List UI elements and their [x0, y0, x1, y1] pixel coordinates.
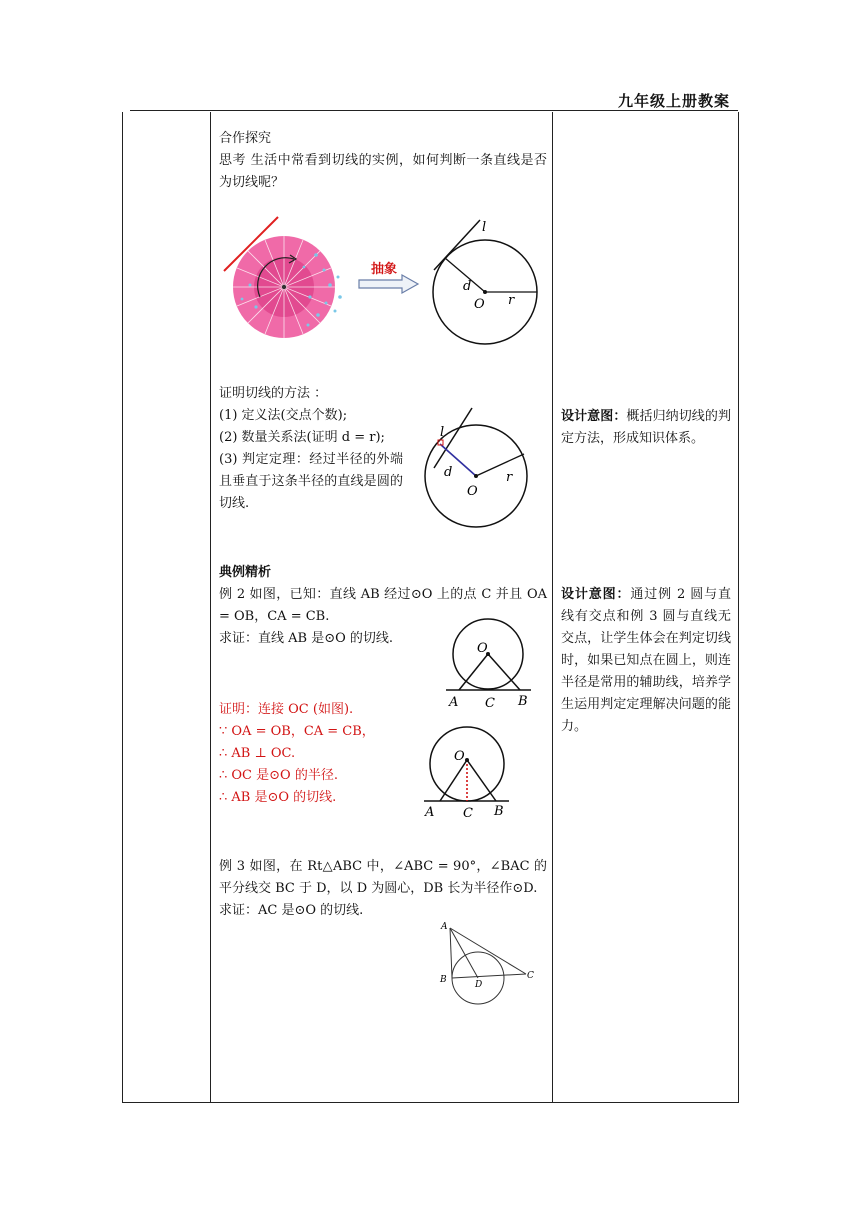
label-r: r	[506, 470, 513, 485]
label-B: B	[494, 804, 504, 819]
right-arrow-icon	[358, 274, 420, 294]
proof-line: ∴ OC 是⊙O 的半径.	[219, 768, 338, 783]
method-2: (2) 数量关系法(证明 d = r);	[219, 430, 385, 445]
label-O: O	[474, 297, 485, 312]
proof-line: 证明：连接 OC (如图).	[219, 702, 354, 717]
page-header-title: 九年级上册教案	[617, 92, 730, 110]
explore-heading: 合作探究	[219, 131, 272, 146]
label-d: d	[444, 465, 453, 480]
label-d: d	[463, 279, 472, 294]
methods-block	[219, 383, 403, 515]
abstract-label: 抽象	[371, 262, 398, 277]
proof-line: ∴ AB ⊥ OC.	[219, 746, 296, 761]
method-1: (1) 定义法(交点个数);	[219, 408, 348, 423]
column-divider-2	[552, 112, 553, 1103]
design-note-2	[561, 584, 731, 738]
proof-line: ∴ AB 是⊙O 的切线.	[219, 790, 337, 805]
methods-title: 证明切线的方法 ：	[219, 386, 328, 401]
example2-proof	[219, 699, 399, 809]
example3-statement: 例 3 如图，在 Rt△ABC 中，∠ABC = 90°，∠BAC 的平分线交 BC 于 D，以 D 为圆心，DB 长为半径作⊙D.	[219, 859, 547, 896]
label-A: A	[425, 805, 435, 820]
label-A: A	[449, 695, 459, 710]
example2-prove: 求证：直线 AB 是⊙O 的切线.	[219, 631, 394, 646]
abstract-circle-figure	[428, 218, 543, 348]
column-divider-1	[210, 112, 211, 1103]
label-A: A	[441, 922, 448, 932]
note-label: 设计意图：	[561, 587, 631, 602]
label-O: O	[454, 749, 465, 764]
label-r: r	[508, 293, 515, 308]
design-note-1	[561, 406, 731, 450]
section-heading: 典例精析	[219, 565, 272, 580]
example2-statement: 例 2 如图，已知：直线 AB 经过⊙O 上的点 C 并且 OA = OB，CA = CB.	[219, 587, 547, 624]
label-C: C	[527, 971, 534, 981]
label-l: l	[440, 425, 445, 440]
example2-proof-figure	[422, 724, 514, 822]
method-3: (3) 判定定理：经过半径的外端且垂直于这条半径的直线是圆的切线.	[219, 452, 403, 511]
label-D: D	[475, 980, 483, 990]
note-label: 设计意图：	[561, 409, 627, 424]
pink-disc-figure	[220, 215, 350, 355]
tangent-methods-figure	[424, 406, 539, 536]
label-B: B	[518, 694, 528, 709]
header-rule	[130, 110, 738, 111]
proof-line: ∵ OA = OB，CA = CB，	[219, 724, 375, 739]
example3-figure	[438, 918, 538, 1006]
label-O: O	[467, 484, 478, 499]
note-text: 通过例 2 圆与直线有交点和例 3 圆与直线无交点，让学生体会在判定切线时，如果已知点在圆上，则连半径是常用的辅助线，培养学生运用判定定理解决问题的能力。	[561, 587, 731, 734]
example3-prove: 求证：AC 是⊙O 的切线.	[219, 903, 364, 918]
label-C: C	[485, 696, 495, 711]
label-B: B	[440, 975, 447, 985]
example3-block	[219, 856, 547, 922]
note-text: 概括归纳切线的判定方法，形成知识体系。	[561, 409, 731, 446]
label-l: l	[482, 220, 487, 235]
think-question: 思考 生活中常看到切线的实例，如何判断一条直线是否为切线呢？	[219, 153, 547, 190]
example2-figure	[444, 612, 536, 710]
label-O: O	[477, 641, 488, 656]
lesson-content	[219, 128, 547, 194]
label-C: C	[463, 806, 473, 821]
